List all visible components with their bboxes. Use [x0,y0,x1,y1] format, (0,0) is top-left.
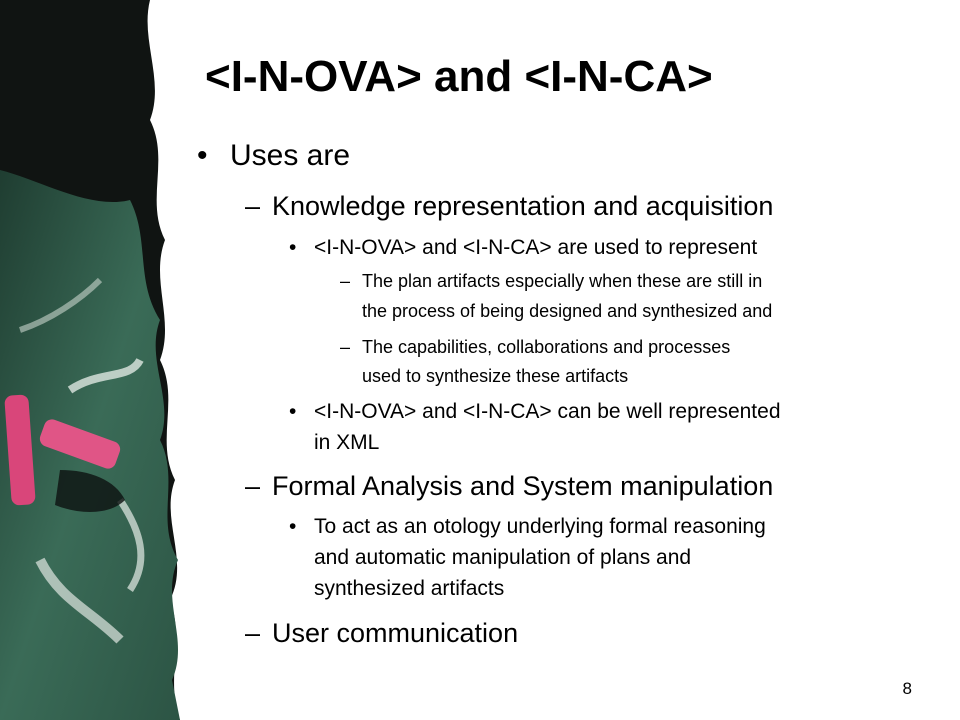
bullet-otology-line1: To act as an otology underlying formal reasoning [314,515,766,538]
bullet-marker: • [289,400,297,423]
bullet-plan-artifacts-line1: The plan artifacts especially when these are still in [362,271,763,291]
bullet-plan-artifacts-line2: the process of being designed and synthesized and [362,301,773,321]
bullet-marker: • [289,515,297,538]
dash-marker: – [340,271,351,291]
slide-title: <I-N-OVA> and <I-N-CA> [205,52,713,101]
page-number: 8 [902,679,912,698]
bullet-otology-line2: and automatic manipulation of plans and [314,546,692,569]
bullet-xml-line2: in XML [314,431,380,454]
chalkboard-decoration [0,0,215,720]
dash-marker: – [245,471,261,501]
bullet-knowledge-representation: Knowledge representation and acquisition [272,191,774,221]
bullet-otology-line3: synthesized artifacts [314,577,505,600]
bullet-used-to-represent: <I-N-OVA> and <I-N-CA> are used to represent [314,236,758,259]
bullet-user-communication: User communication [272,618,519,648]
bullet-marker: • [197,139,208,172]
bullet-capabilities-line1: The capabilities, collaborations and processes [362,337,731,357]
bullet-xml-line1: <I-N-OVA> and <I-N-CA> can be well represented [314,400,781,423]
dash-marker: – [340,337,351,357]
bullet-marker: • [289,236,297,259]
dash-marker: – [245,618,261,648]
bullet-formal-analysis: Formal Analysis and System manipulation [272,471,774,501]
bullet-uses-are: Uses are [230,139,351,172]
bullet-capabilities-line2: used to synthesize these artifacts [362,366,629,386]
dash-marker: – [245,191,261,221]
